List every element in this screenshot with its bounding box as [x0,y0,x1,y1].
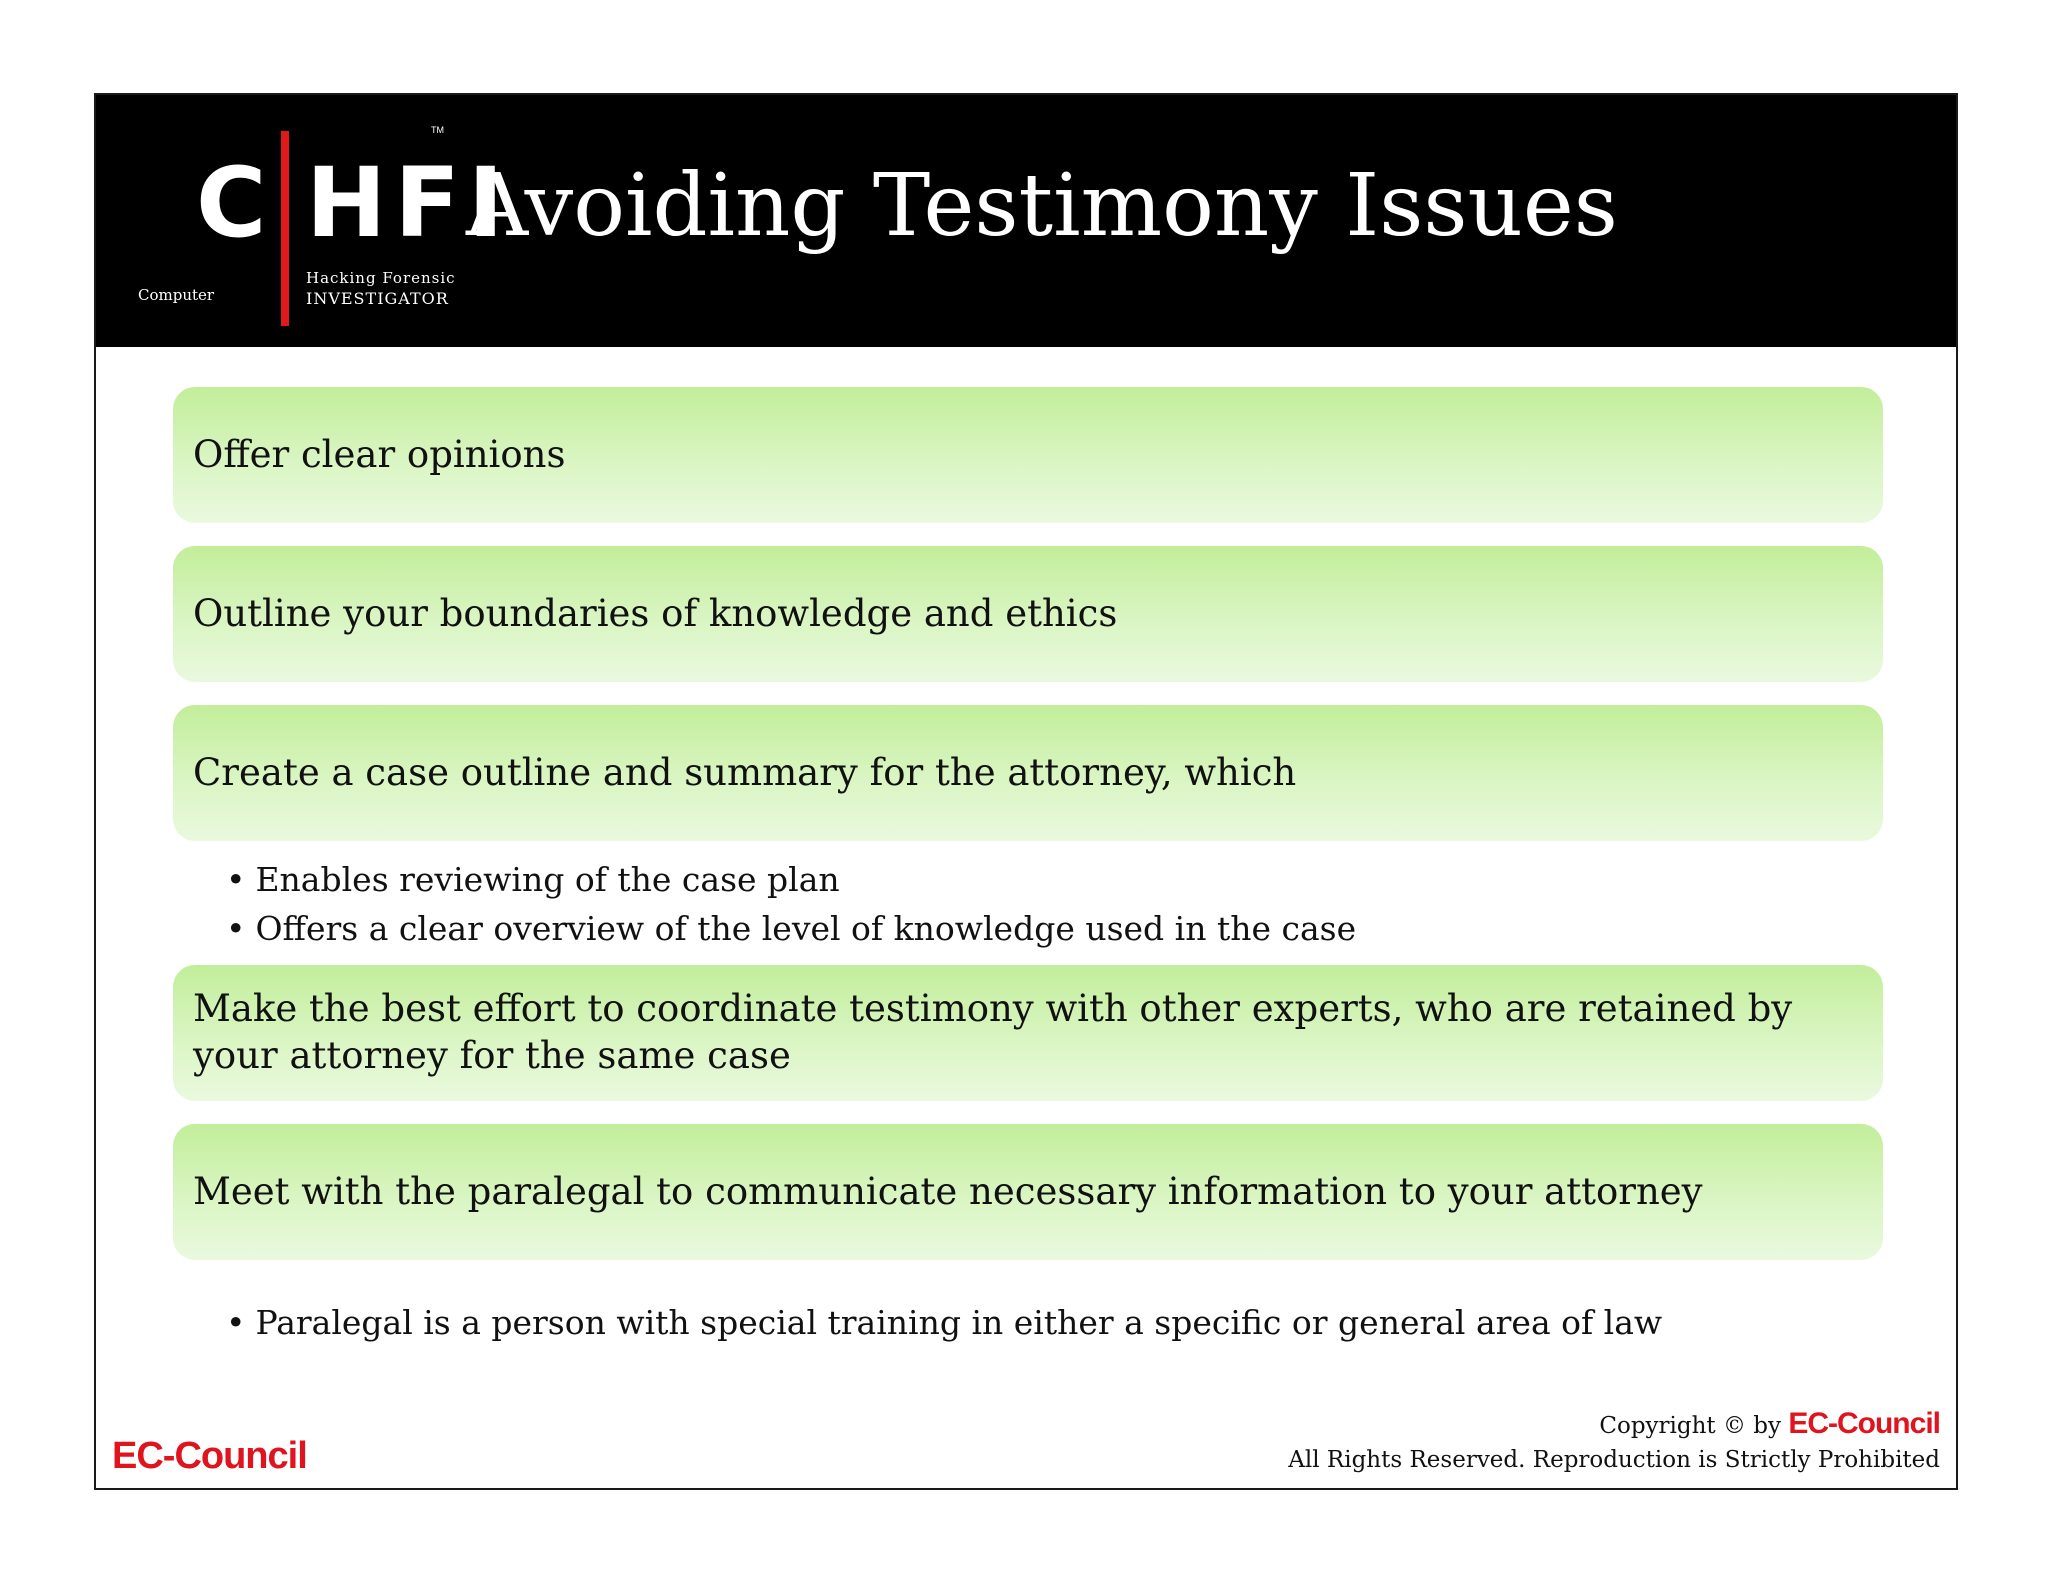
ec-council-logo: EC-Council [112,1435,307,1477]
logo-computer-label: Computer [138,286,215,304]
copyright-notice [1288,1407,1940,1477]
sub-bullet-list-3 [226,855,1356,953]
point-text: Offer clear opinions [193,432,566,476]
logo-red-bar [281,131,289,326]
copyright-brand: EC-Council [1788,1407,1940,1440]
logo-letters-hfi: HFI [306,147,512,259]
point-text: Outline your boundaries of knowledge and ethics [193,591,1118,635]
point-text: Make the best effort to coordinate testimony with other experts, who are retained by your attorney for the same case [193,987,1793,1077]
slide [94,93,1958,1490]
chfi-logo [136,113,512,328]
page-title: Avoiding Testimony Issues [466,156,1618,256]
sub-bullet-list-5 [226,1298,1662,1347]
logo-letter-c: C [196,147,267,259]
logo-hacking-forensic-label: Hacking Forensic [306,269,456,287]
rights-line: All Rights Reserved. Reproduction is Strictly Prohibited [1288,1447,1940,1473]
slide-header [96,95,1956,347]
point-text: Create a case outline and summary for the attorney, which [193,750,1297,794]
copyright-prefix: Copyright © by [1599,1413,1782,1439]
sub-bullet: • Offers a clear overview of the level of knowledge used in the case [226,904,1356,953]
logo-investigator-label: INVESTIGATOR [306,289,449,308]
point-text: Meet with the paralegal to communicate necessary information to your attorney [193,1169,1703,1213]
point-box-2 [173,546,1883,682]
point-box-5 [173,1124,1883,1260]
copyright-line [1288,1407,1940,1443]
sub-bullet: • Enables reviewing of the case plan [226,855,1356,904]
point-box-1 [173,387,1883,523]
logo-trademark: TM [431,125,444,135]
sub-bullet: • Paralegal is a person with special training in either a specific or general area of law [226,1298,1662,1347]
point-box-4 [173,965,1883,1101]
point-box-3 [173,705,1883,841]
